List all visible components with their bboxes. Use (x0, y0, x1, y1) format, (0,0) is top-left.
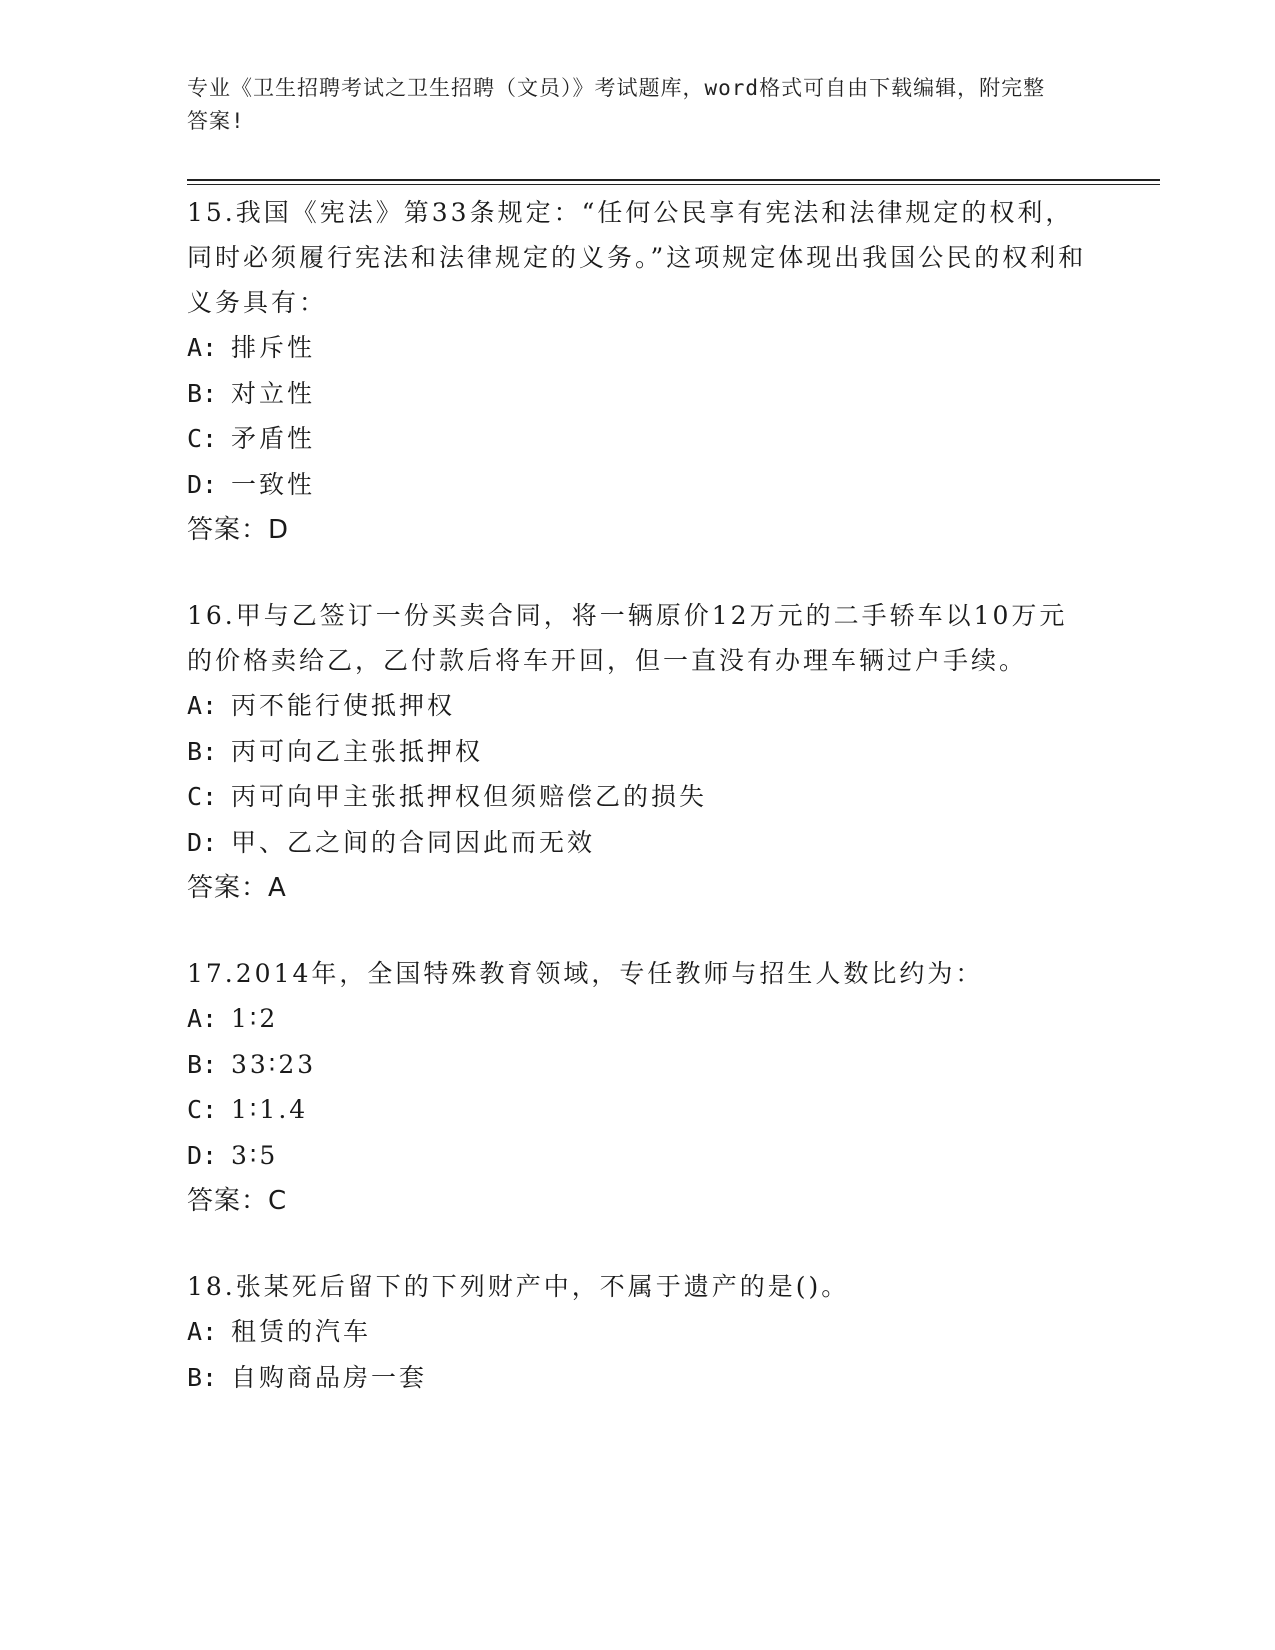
option-text: 一致性 (231, 469, 316, 499)
option-a (187, 1309, 1087, 1355)
header-divider-thick (187, 179, 1160, 181)
document-header: 专业《卫生招聘考试之卫生招聘（文员）》考试题库，word格式可自由下载编辑，附完整答案! (187, 76, 1046, 133)
option-key: B: (187, 1049, 218, 1079)
option-text: 租赁的汽车 (231, 1317, 372, 1346)
option-key: A: (187, 333, 218, 362)
option-text: 对立性 (231, 378, 316, 408)
option-key: C: (187, 424, 218, 453)
question-list (187, 190, 1087, 1440)
option-a (187, 683, 1087, 729)
option-b (187, 1042, 1087, 1088)
answer-line: 答案：C (187, 1186, 288, 1216)
option-key: A: (187, 1317, 218, 1346)
option-text: 丙可向乙主张抵押权 (231, 736, 484, 766)
question-18 (187, 1264, 1087, 1400)
option-c (187, 774, 1087, 820)
option-d (187, 462, 1087, 508)
option-text: 矛盾性 (231, 424, 316, 453)
option-key: B: (187, 736, 218, 766)
option-d (187, 820, 1087, 866)
option-key: D: (187, 469, 218, 499)
option-b (187, 729, 1087, 775)
option-text: 丙可向甲主张抵押权但须赔偿乙的损失 (231, 782, 708, 811)
option-text: 1∶1.4 (231, 1095, 309, 1124)
option-text: 1∶2 (231, 1004, 279, 1033)
option-text: 排斥性 (231, 333, 316, 362)
question-stem: 18.张某死后留下的下列财产中，不属于遗产的是()。 (187, 1272, 850, 1301)
option-d (187, 1133, 1087, 1179)
answer-line: 答案：A (187, 873, 287, 903)
option-key: D: (187, 827, 218, 857)
option-b (187, 1355, 1087, 1401)
option-key: D: (187, 1140, 218, 1170)
question-16 (187, 593, 1087, 911)
option-c (187, 1087, 1087, 1133)
option-key: A: (187, 1004, 218, 1033)
answer-line: 答案：D (187, 515, 290, 545)
option-text: 丙不能行使抵押权 (231, 691, 456, 720)
question-17 (187, 951, 1087, 1224)
option-text: 自购商品房一套 (231, 1362, 428, 1392)
header-divider-thin (187, 184, 1160, 185)
question-stem: 15.我国《宪法》第33条规定：“任何公民享有宪法和法律规定的权利，同时必须履行宪法和法律规定的义务。”这项规定体现出我国公民的权利和义务具有： (187, 198, 1087, 317)
option-text: 3∶5 (231, 1140, 279, 1170)
option-key: A: (187, 691, 218, 720)
option-a (187, 325, 1087, 371)
option-b (187, 371, 1087, 417)
option-key: C: (187, 1095, 218, 1124)
option-text: 甲、乙之间的合同因此而无效 (231, 827, 596, 857)
question-stem: 16.甲与乙签订一份买卖合同，将一辆原价12万元的二手轿车以10万元的价格卖给乙，乙付款后将车开回，但一直没有办理车辆过户手续。 (187, 601, 1068, 675)
option-key: C: (187, 782, 218, 811)
question-stem: 17.2014年，全国特殊教育领域，专任教师与招生人数比约为： (187, 959, 984, 988)
option-text: 33∶23 (231, 1049, 317, 1079)
option-key: B: (187, 1362, 218, 1392)
option-c (187, 416, 1087, 462)
option-a (187, 996, 1087, 1042)
option-key: B: (187, 378, 218, 408)
question-15 (187, 190, 1087, 553)
